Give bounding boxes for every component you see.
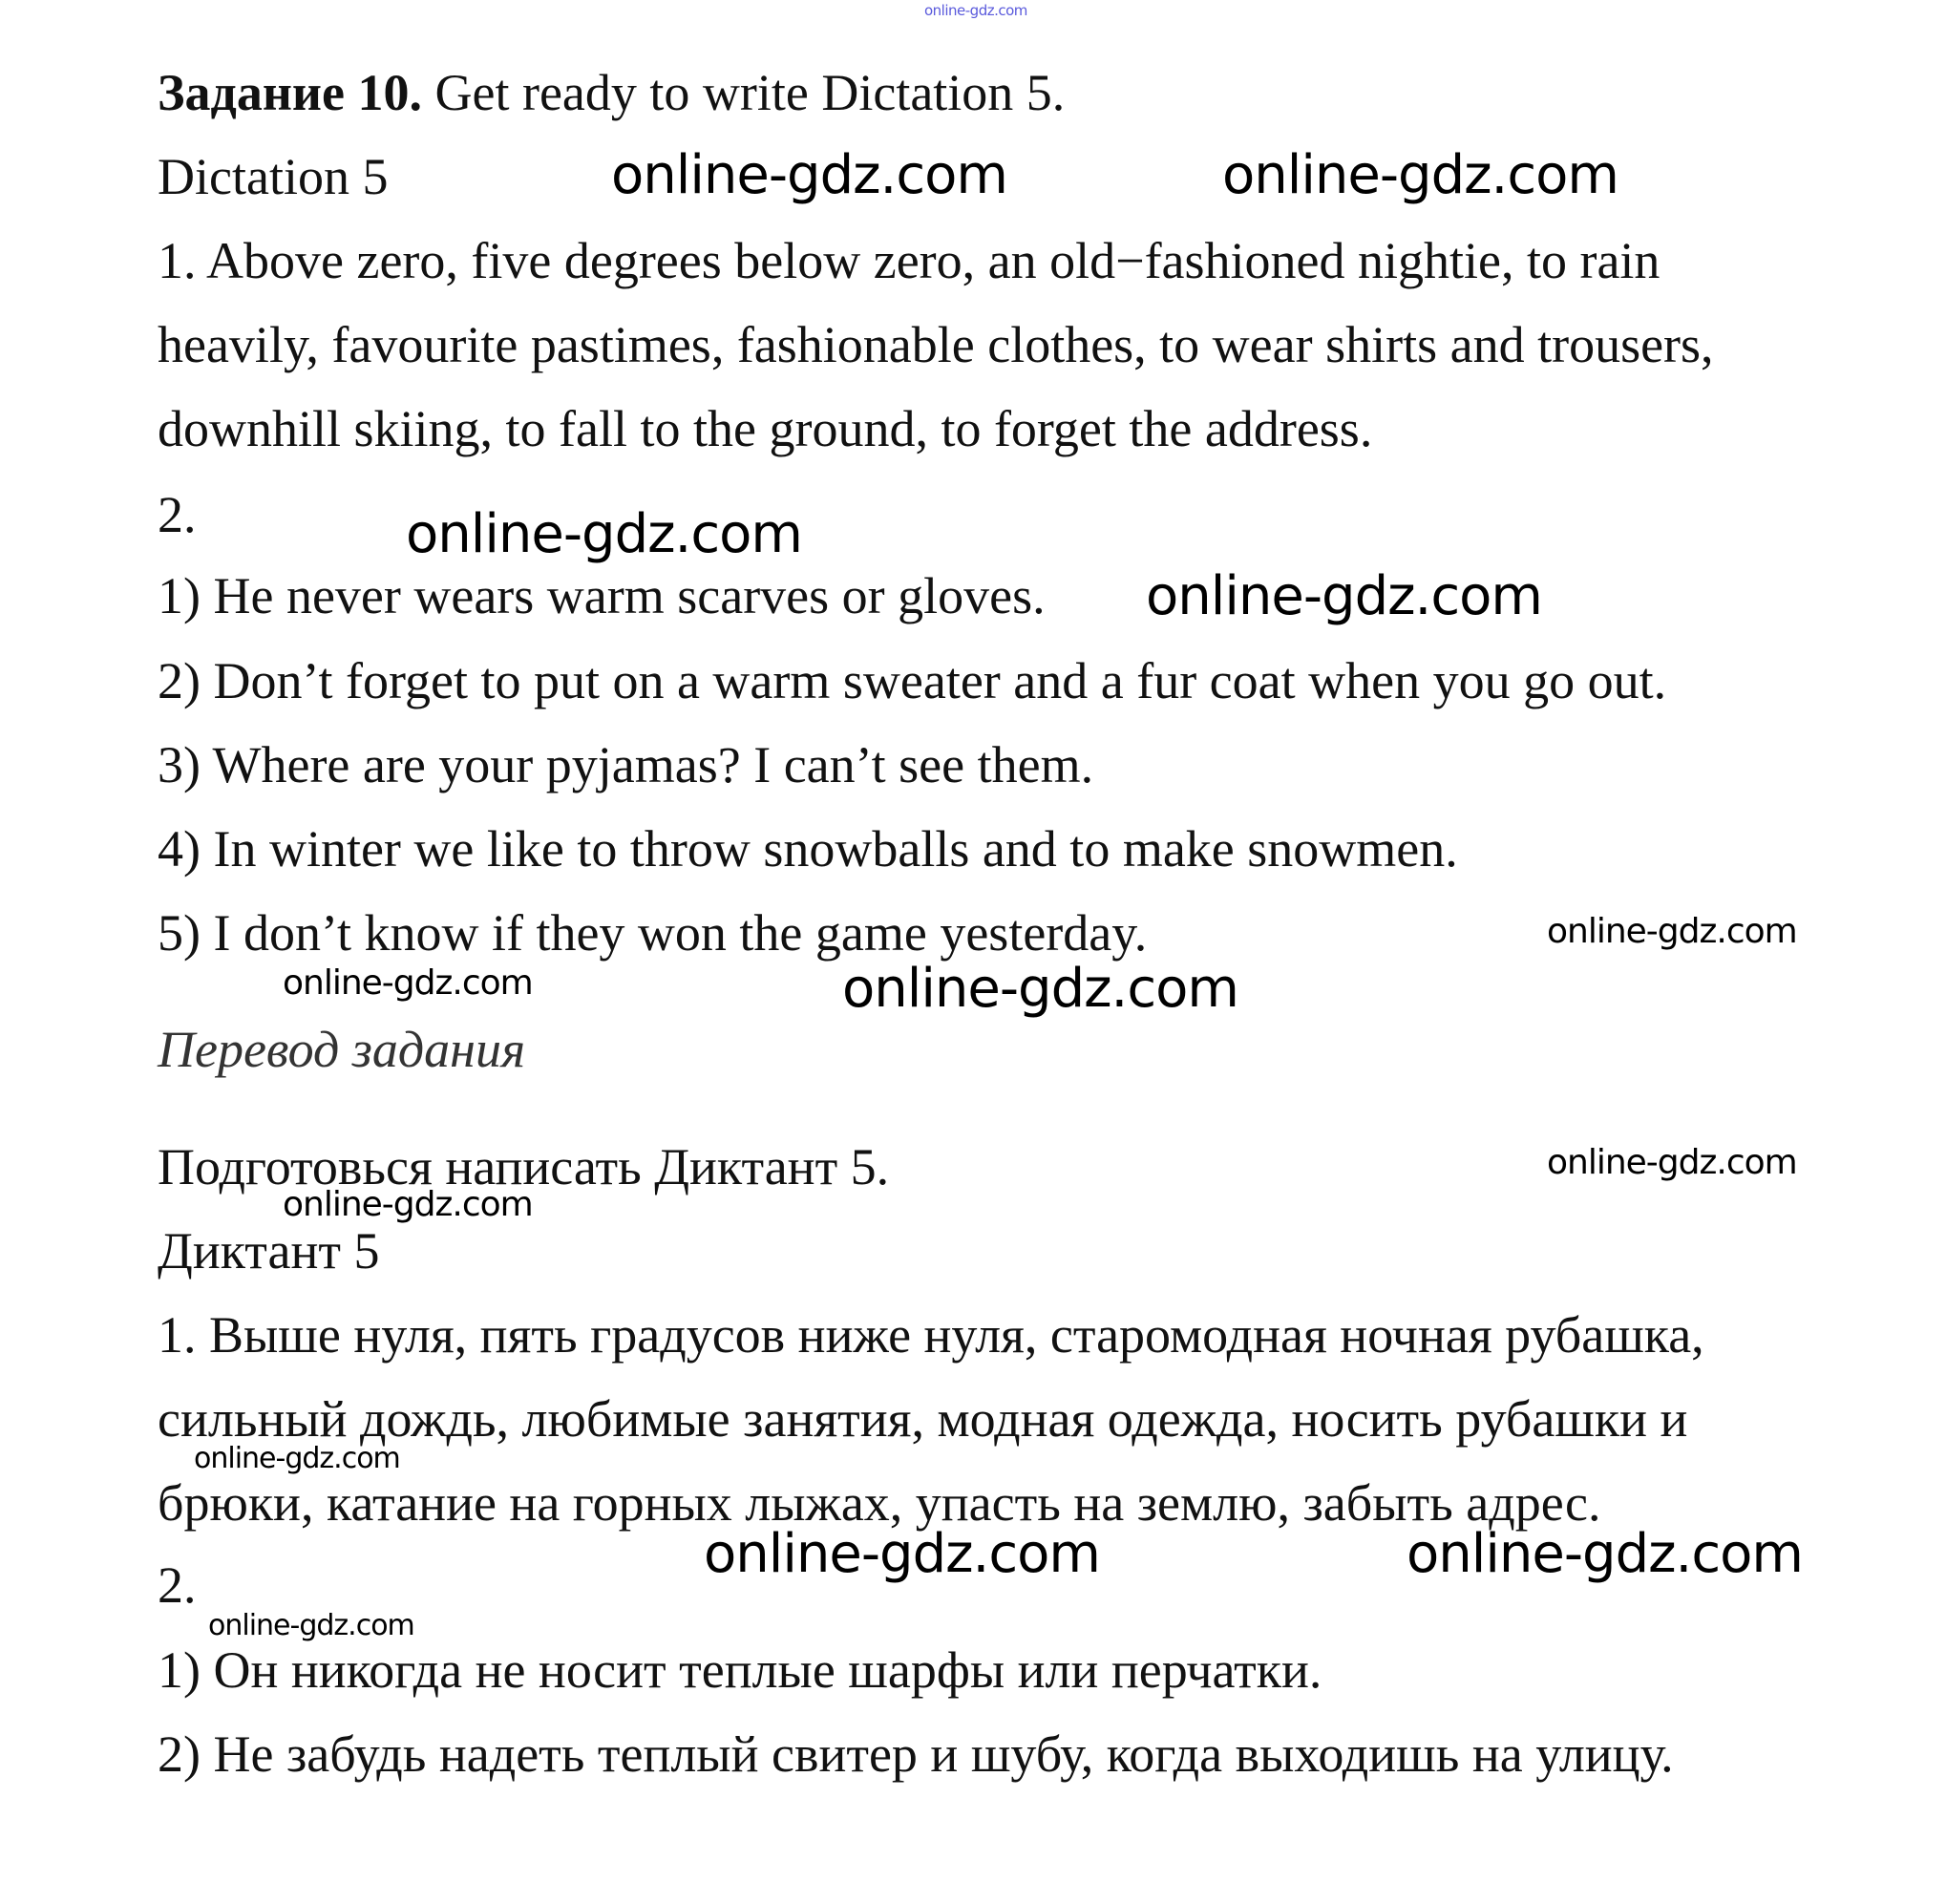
translation-part1-line-2: сильный дождь, любимые занятия, модная одежда, носить рубашки и bbox=[158, 1390, 1688, 1448]
translation-instruction: Подготовься написать Диктант 5. bbox=[158, 1138, 890, 1195]
sentence-3: 3) Where are your pyjamas? I can’t see them. bbox=[158, 736, 1094, 793]
watermark: online-gdz.com bbox=[194, 1442, 400, 1475]
watermark: online-gdz.com bbox=[1407, 1523, 1803, 1585]
part1-line-2: heavily, favourite pastimes, fashionable clothes, to wear shirts and trousers, bbox=[158, 316, 1714, 373]
watermark: online-gdz.com bbox=[704, 1523, 1100, 1585]
watermark: online-gdz.com bbox=[406, 503, 802, 565]
translation-sentence-1: 1) Он никогда не носит теплые шарфы или перчатки. bbox=[158, 1641, 1322, 1699]
watermark: online-gdz.com bbox=[283, 1185, 533, 1224]
watermark: online-gdz.com bbox=[1547, 912, 1797, 951]
translation-part2-label: 2. bbox=[158, 1556, 197, 1614]
task-header bbox=[158, 64, 1066, 121]
watermark: online-gdz.com bbox=[842, 958, 1238, 1020]
watermark: online-gdz.com bbox=[208, 1609, 414, 1642]
sentence-5: 5) I don’t know if they won the game yesterday. bbox=[158, 904, 1148, 962]
watermark-top: online-gdz.com bbox=[924, 2, 1027, 19]
translation-part1-line-1: 1. Выше нуля, пять градусов ниже нуля, старомодная ночная рубашка, bbox=[158, 1306, 1704, 1364]
watermark: online-gdz.com bbox=[611, 144, 1007, 206]
part2-label: 2. bbox=[158, 486, 197, 543]
task-label: Задание 10. bbox=[158, 64, 423, 121]
sentence-2: 2) Don’t forget to put on a warm sweater and a fur coat when you go out. bbox=[158, 652, 1667, 709]
watermark: online-gdz.com bbox=[1547, 1143, 1797, 1182]
sentence-4: 4) In winter we like to throw snowballs and to make snowmen. bbox=[158, 820, 1458, 878]
watermark: online-gdz.com bbox=[1222, 144, 1618, 206]
translation-part1-line-3: брюки, катание на горных лыжах, упасть на землю, забыть адрес. bbox=[158, 1474, 1601, 1532]
dictation-heading: Dictation 5 bbox=[158, 148, 389, 205]
watermark: online-gdz.com bbox=[1146, 565, 1542, 627]
translation-sentence-2: 2) Не забудь надеть теплый свитер и шубу, когда выходишь на улицу. bbox=[158, 1725, 1674, 1783]
translation-heading: Перевод задания bbox=[158, 1021, 526, 1078]
part1-line-1: 1. Above zero, five degrees below zero, an old−fashioned nightie, to rain bbox=[158, 232, 1660, 289]
translation-dictation-heading: Диктант 5 bbox=[158, 1222, 380, 1280]
task-instruction: Get ready to write Dictation 5. bbox=[434, 64, 1066, 121]
sentence-1: 1) He never wears warm scarves or gloves. bbox=[158, 567, 1046, 624]
watermark: online-gdz.com bbox=[283, 963, 533, 1003]
part1-line-3: downhill skiing, to fall to the ground, to forget the address. bbox=[158, 400, 1373, 457]
